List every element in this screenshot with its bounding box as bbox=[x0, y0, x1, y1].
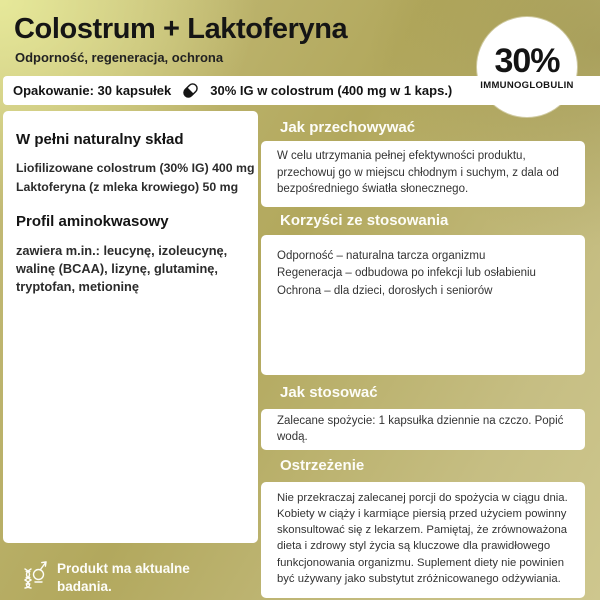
benefits-list bbox=[261, 235, 585, 375]
package-size-label: Opakowanie: 30 kapsułek bbox=[13, 83, 172, 98]
product-title: Colostrum + Laktoferyna bbox=[14, 13, 348, 45]
benefit-line: Regeneracja – odbudowa po infekcji lub osłabieniu bbox=[277, 267, 536, 279]
amino-description: zawiera m.in.: leucynę, izoleucynę, walinę (BCAA), lizynę, glutaminę, tryptofan, metioninę bbox=[16, 243, 228, 294]
immunoglobulin-badge bbox=[477, 17, 577, 117]
capsule-icon bbox=[180, 80, 201, 101]
badge-percent: 30% bbox=[494, 41, 560, 80]
storage-heading: Jak przechowywać bbox=[280, 118, 416, 136]
amino-heading: Profil aminokwasowy bbox=[16, 213, 169, 230]
benefits-heading: Korzyści ze stosowania bbox=[280, 212, 449, 229]
usage-heading: Jak stosować bbox=[280, 384, 378, 401]
research-icon bbox=[21, 557, 48, 589]
badge-label: IMMUNOGLOBULIN bbox=[480, 79, 574, 91]
storage-text: W celu utrzymania pełnej efektywności produktu, przechowuj go w miejscu chłodnym i suchym, z dala od bezpośredniego światła słonecznego. bbox=[261, 141, 585, 207]
ingredient-line: Liofilizowane colostrum (30% IG) 400 mg bbox=[16, 161, 255, 175]
info-sections bbox=[261, 113, 585, 598]
ingredient-line: Laktoferyna (z mleka krowiego) 50 mg bbox=[16, 180, 239, 194]
usage-text: Zalecane spożycie: 1 kapsułka dziennie na czczo. Popić wodą. bbox=[261, 409, 585, 450]
benefit-line: Ochrona – dla dzieci, dorosłych i seniorów bbox=[277, 284, 493, 297]
product-subtitle: Odporność, regeneracja, ochrona bbox=[15, 50, 224, 65]
research-note: Produkt ma aktualne badania. bbox=[57, 561, 190, 594]
warning-text: Nie przekraczaj zalecanej porcji do spożycia w ciągu dnia. Kobiety w ciąży i karmiące piersią przed użyciem powinny skonsultować się z lekarzem. Pamiętaj, że zrównoważona dieta i zdrowy styl życia są kluczowe dla prawidłowego funkcjonowania organizmu. Suplement diety nie powinien być używany jako substytut zróżnicowanego odżywiania. bbox=[261, 482, 585, 598]
ig-content-label: 30% IG w colostrum (400 mg w 1 kaps.) bbox=[210, 83, 453, 98]
benefit-line: Odporność – naturalna tarcza organizmu bbox=[277, 249, 486, 262]
composition-panel bbox=[3, 111, 258, 543]
warning-heading: Ostrzeżenie bbox=[280, 457, 365, 474]
ingredient-list bbox=[16, 159, 255, 197]
composition-heading: W pełni naturalny skład bbox=[16, 131, 184, 148]
